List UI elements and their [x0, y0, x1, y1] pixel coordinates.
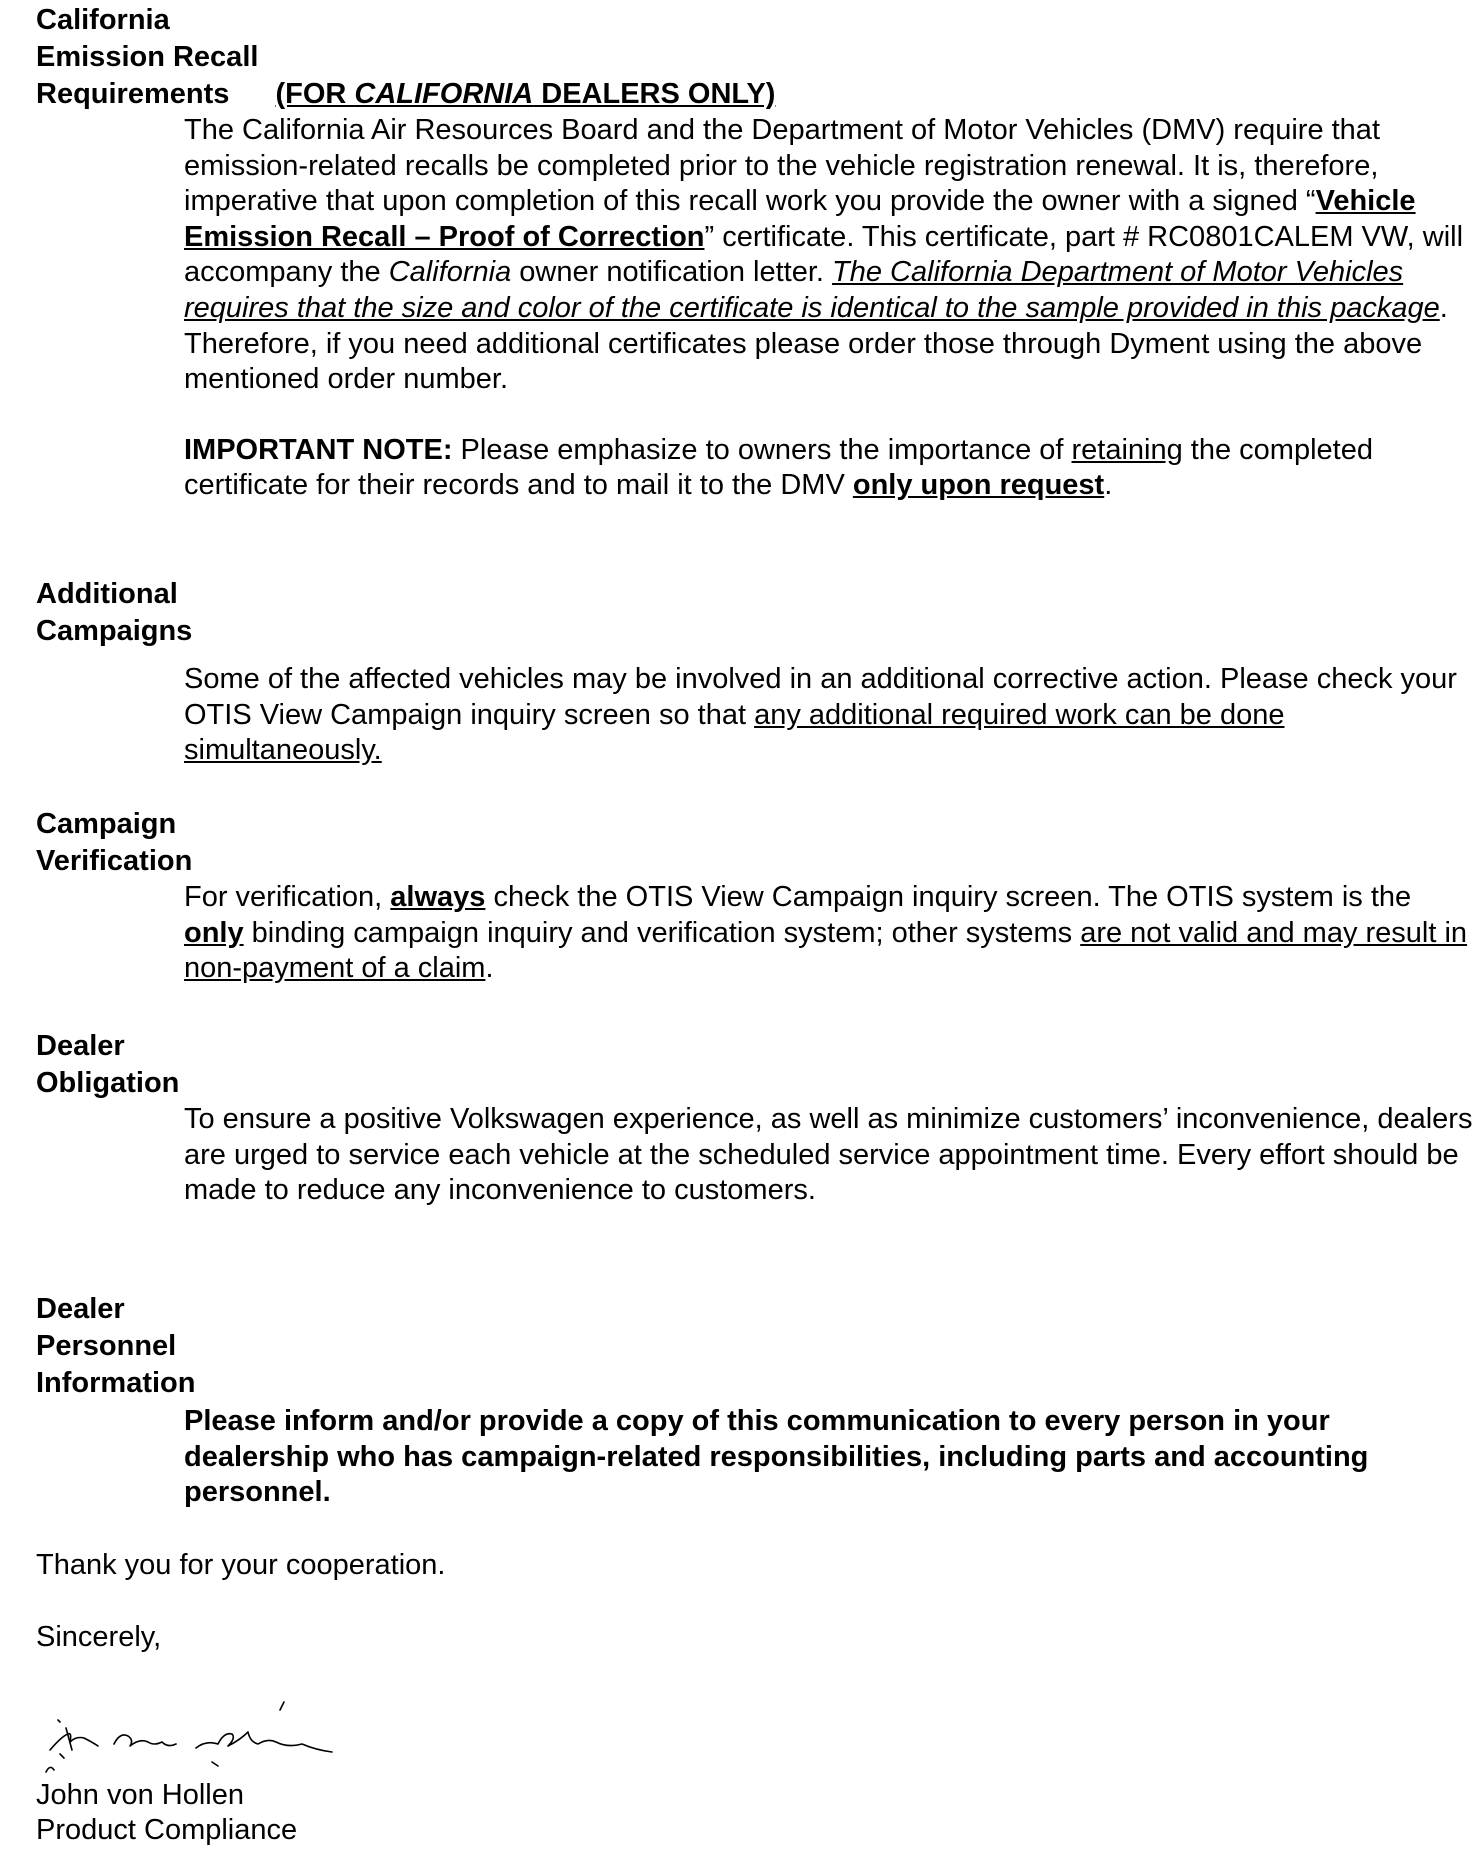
personnel-paragraph: Please inform and/or provide a copy of this communication to every person in your dealership who has campaign-related responsibilities, including parts and accounting personnel. [184, 1405, 1369, 1509]
note-retaining: retaining [1071, 433, 1183, 466]
verification-heading-line-1: Campaign [36, 808, 177, 840]
verification-heading-line-2: Verification [36, 845, 193, 877]
california-paragraph [184, 113, 1472, 398]
note-text-1: Please emphasize to owners the importance of [452, 433, 1072, 466]
personnel-heading-line-2: Personnel [36, 1330, 177, 1362]
signer-name: John von Hollen [36, 1779, 244, 1811]
verification-text-3: binding campaign inquiry and verification system; other systems [243, 916, 1081, 949]
personnel-section [36, 1291, 1436, 1511]
note-only-upon-request: only upon request [852, 469, 1105, 502]
verification-body [184, 880, 1472, 987]
dmv-requirement: The California Department of Motor Vehicles requires that the size and color of the certificate is identical to the sample provided in this package [184, 256, 1440, 324]
additional-body [184, 662, 1472, 769]
obligation-body [184, 1102, 1472, 1209]
verification-text-4: . [485, 952, 494, 985]
dealers-only-post: DEALERS ONLY) [533, 78, 776, 110]
signature-image [36, 1692, 416, 1776]
additional-heading-line-1: Additional [36, 578, 178, 610]
verification-text-1: For verification, [184, 881, 391, 913]
signer-title: Product Compliance [36, 1814, 298, 1846]
california-heading-line-2: Emission Recall [36, 41, 259, 73]
california-body [184, 113, 1472, 504]
additional-heading-line-2: Campaigns [36, 615, 193, 647]
obligation-paragraph: To ensure a positive Volkswagen experience, as well as minimize customers’ inconvenience, dealers are urged to service each vehicle at the scheduled service appointment time. Every effort should be made to reduce any inconvenience to customers. [184, 1103, 1472, 1207]
california-text-2: ” certificate. This certificate, part # RC0801CALEM VW, will accompany the [184, 220, 1464, 289]
additional-underlined: any additional required work can be done simultaneously. [184, 698, 1285, 767]
california-heading-text: Requirements [36, 78, 230, 110]
certificate-name: Vehicle Emission Recall – Proof of Correction [184, 185, 1416, 253]
verification-paragraph [184, 880, 1472, 987]
verification-always: always [390, 881, 486, 913]
dealers-only-em: CALIFORNIA [354, 78, 534, 110]
sincerely-line: Sincerely, [36, 1621, 162, 1653]
california-dealers-only [275, 78, 775, 110]
additional-section [36, 576, 1457, 769]
california-text-3: owner notification letter. [511, 256, 833, 289]
verification-only: only [184, 916, 244, 949]
personnel-heading-line-3: Information [36, 1367, 196, 1399]
additional-paragraph [184, 662, 1472, 769]
verification-underlined: are not valid and may result in non-payment of a claim [184, 916, 1468, 985]
california-italic: California [388, 256, 512, 289]
note-text-3: . [1104, 469, 1113, 502]
additional-text-1: Some of the affected vehicles may be involved in an additional corrective action. Please check your OTIS View Campaign inquiry screen so that [184, 663, 1457, 731]
verification-text-2: check the OTIS View Campaign inquiry screen. The OTIS system is the [485, 881, 1412, 913]
important-note-label: IMPORTANT NOTE: [184, 433, 453, 466]
california-text-1: The California Air Resources Board and the Department of Motor Vehicles (DMV) require that emission-related recalls be completed prior to the vehicle registration renewal. It is, therefore, imperative that upon completion of this recall work you provide the owner with a signed “ [184, 114, 1380, 218]
thank-you-line: Thank you for your cooperation. [36, 1549, 446, 1581]
california-section [36, 2, 1464, 504]
obligation-section [36, 1028, 1472, 1209]
obligation-heading-line-2: Obligation [36, 1067, 180, 1099]
dealers-only-pre: (FOR [275, 78, 355, 110]
verification-section [36, 806, 1468, 987]
important-note [184, 433, 1472, 504]
personnel-heading-line-1: Dealer [36, 1293, 125, 1325]
note-text-2: the completed certificate for their records and to mail it to the DMV [184, 433, 1373, 502]
california-heading-line-3 [36, 76, 1436, 113]
california-heading-line-1: California [36, 4, 170, 36]
personnel-body [184, 1404, 1472, 1511]
obligation-heading-line-1: Dealer [36, 1030, 125, 1062]
california-text-4: . Therefore, if you need additional certificates please order those through Dyment using the above mentioned order number. [184, 291, 1448, 396]
